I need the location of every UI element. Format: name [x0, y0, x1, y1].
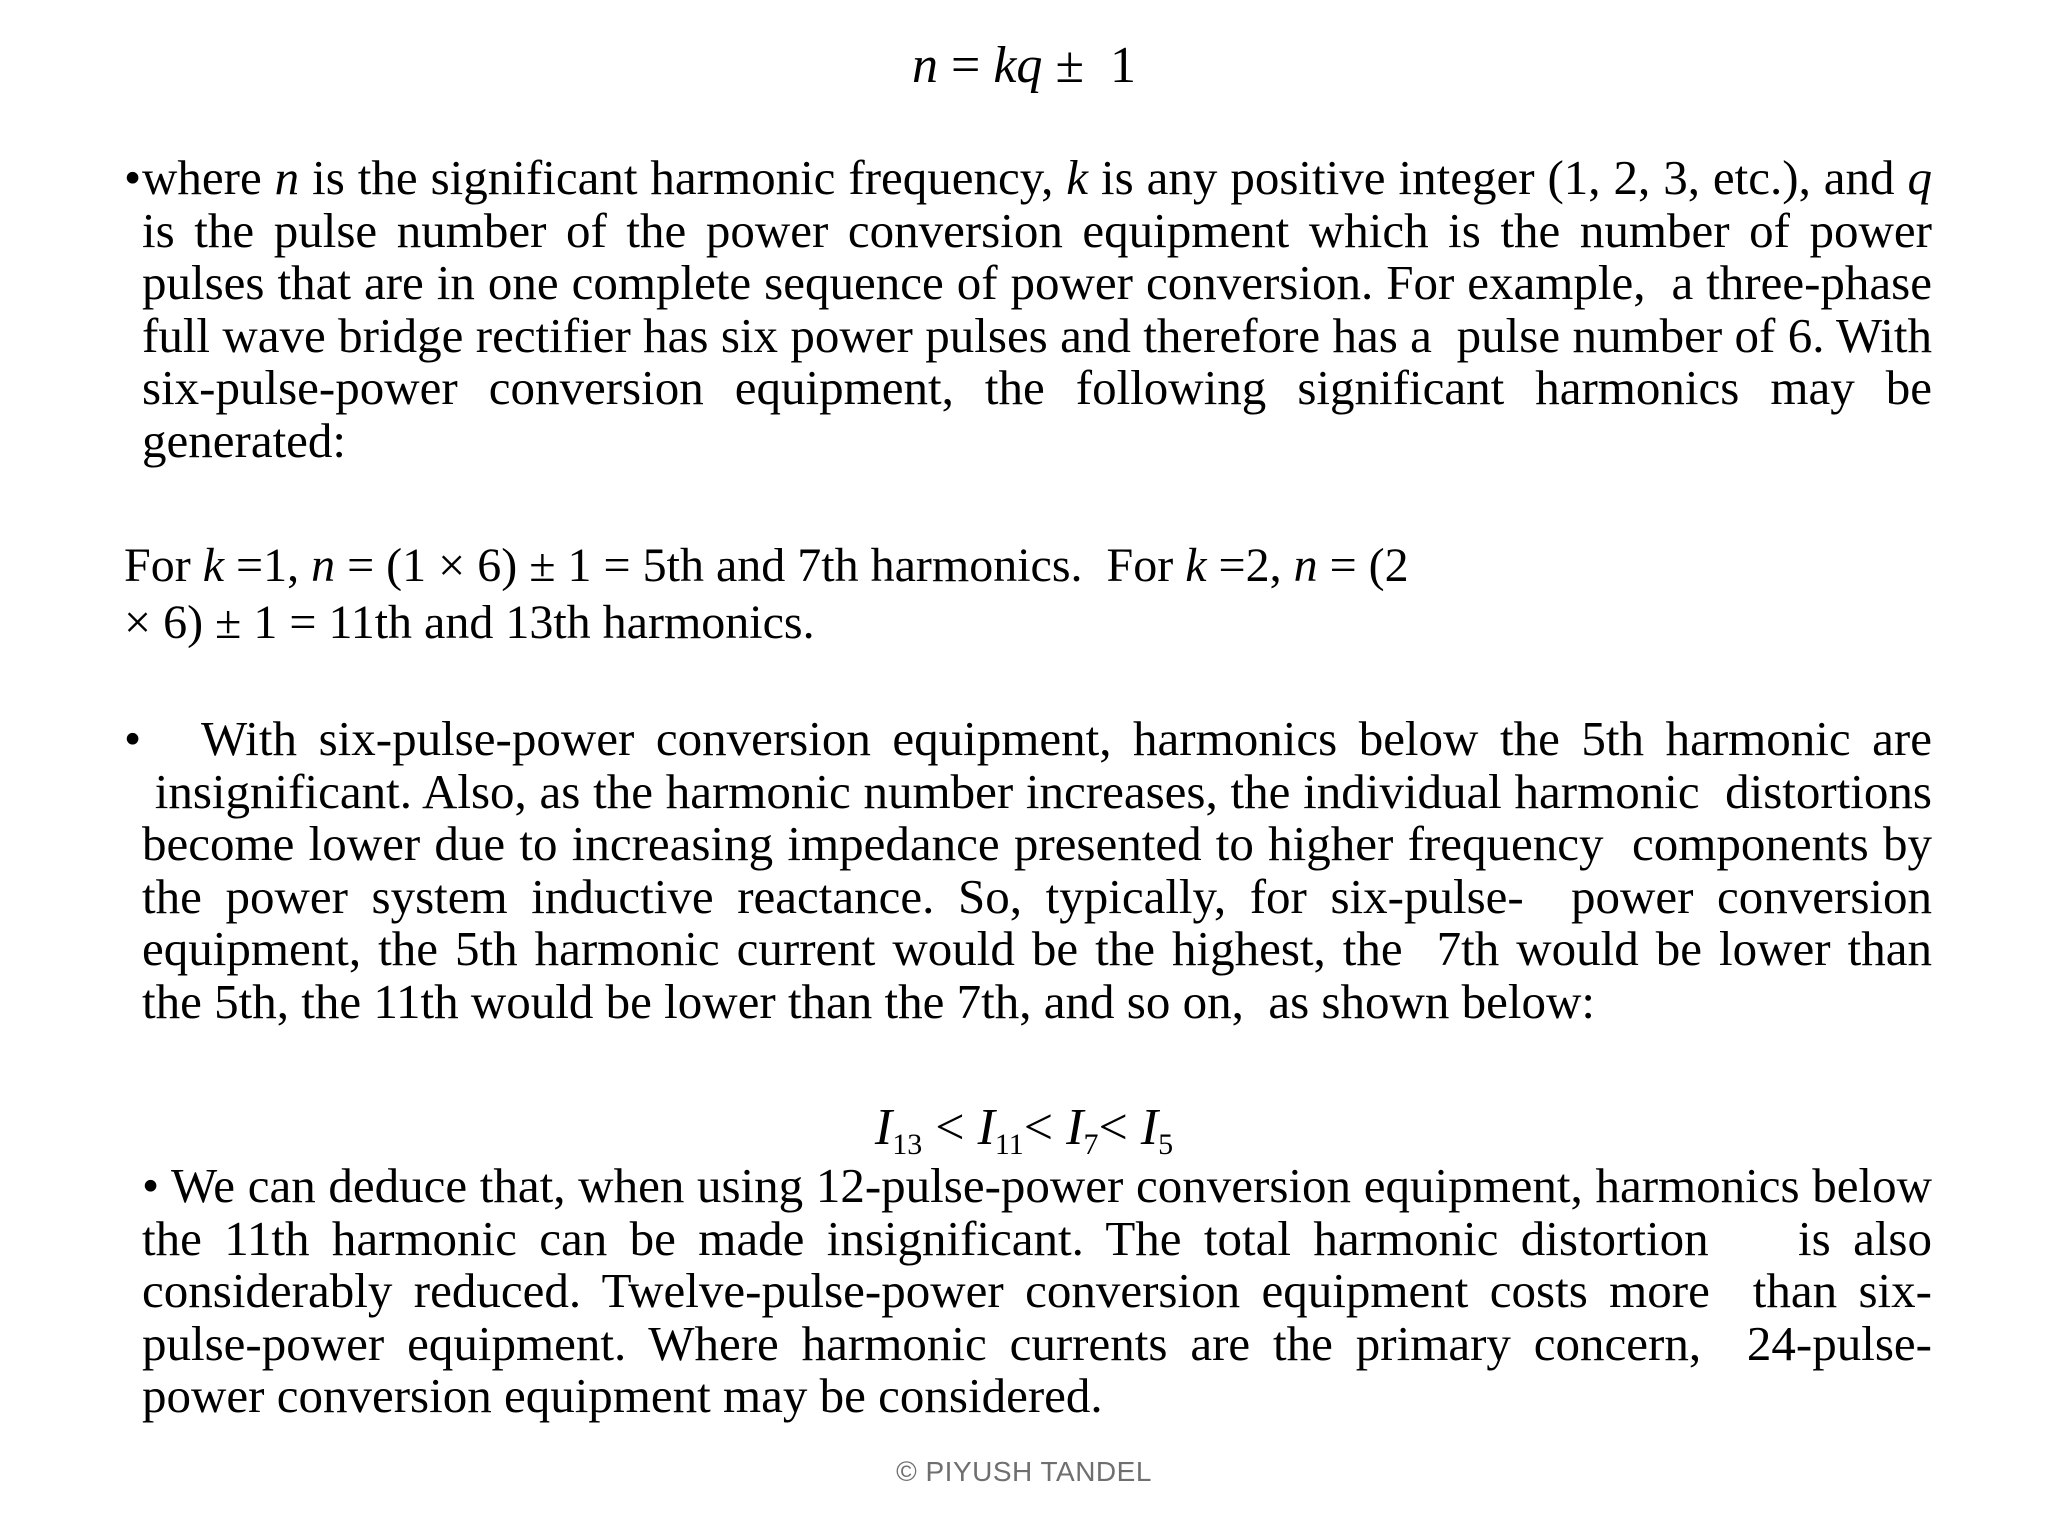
paragraph-six-pulse: With six-pulse-power conversion equipment, harmonics below the 5th harmonic are insignificant. Also, as the harmonic number increases, the individual harmonic distortions become lower due to increasing impedance presented to higher frequency components by the power system inductive reactance. So, typically, for six-pulse- power conversion equipment, the 5th harmonic current would be the highest, the 7th would be lower than the 5th, the 11th would be lower than the 7th, and so on, as shown below:	[142, 711, 1932, 1029]
bullet-marker: •	[142, 1158, 160, 1213]
paragraph-twelve-pulse: • We can deduce that, when using 12-pulse-power conversion equipment, harmonics below the 11th harmonic can be made insignificant. The total harmonic distortion is also considerably reduced. Twelve-pulse-power conversion equipment costs more than six-pulse-power equipment. Where harmonic currents are the primary concern, 24-pulse-power conversion equipment may be considered.	[142, 1158, 1932, 1423]
copyright-footer: © PIYUSH TANDEL	[896, 1456, 1152, 1487]
equation-harmonic-order: n = kq ± 1	[912, 37, 1136, 94]
paragraph-definition: where n is the significant harmonic frequency, k is any positive integer (1, 2, 3, etc.), and q is the pulse number of the power conversion equipment which is the number of power pulses that are in one complete sequence of power conversion. For example, a three-phase full wave bridge rectifier has six power pulses and therefore has a pulse number of 6. With six-pulse-power conversion equipment, the following significant harmonics may be generated:	[142, 150, 1933, 468]
paragraph-harmonic-examples: For k =1, n = (1 × 6) ± 1 = 5th and 7th harmonics. For k =2, n = (2 × 6) ± 1 = 11th and 13th harmonics.	[124, 539, 1409, 649]
bullet-marker: •	[124, 150, 142, 205]
bullet-marker: •	[124, 711, 142, 766]
equation-current-order: $I_{13} < I_{11}< I_7< I_5$	[874, 1099, 1174, 1161]
